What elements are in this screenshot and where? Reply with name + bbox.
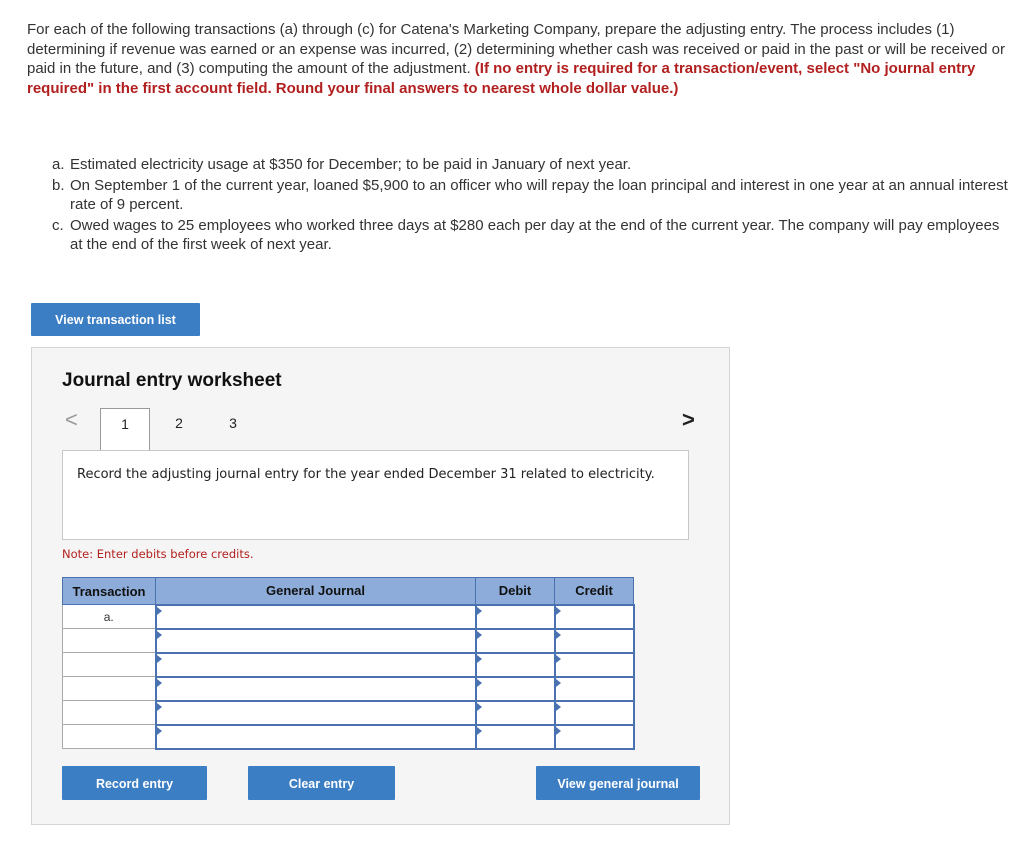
view-transaction-list-button[interactable]: View transaction list [31,303,200,336]
account-select[interactable] [156,629,476,653]
transaction-cell [63,701,156,725]
instructions-paragraph [27,20,1007,98]
transaction-cell [63,653,156,677]
transaction-cell [63,677,156,701]
table-row [63,629,634,653]
table-row [63,725,634,749]
account-select[interactable] [156,605,476,629]
table-row [63,605,634,629]
debit-input[interactable] [476,629,555,653]
account-select[interactable] [156,701,476,725]
instructions-text: For each of the following transactions (a) through (c) for Catena's Marketing Company, prepare the adjusting entry. The process includes (1) determining if revenue was earned or an expense was incurred, (2) determining whether cash was received or paid in the past or will be received or paid in the future, and (3) computing the amount of the adjustment. [27,21,1006,77]
transaction-label: b. [52,176,65,194]
credit-input[interactable] [555,605,634,629]
transaction-cell [63,725,156,749]
header-debit: Debit [476,578,555,605]
transaction-cell [63,629,156,653]
transaction-text: On September 1 of the current year, loaned $5,900 to an officer who will repay the loan principal and interest in one year at an annual interest rate of 9 percent. [70,176,1008,213]
debit-input[interactable] [476,725,555,749]
account-select[interactable] [156,677,476,701]
debit-input[interactable] [476,653,555,677]
account-select[interactable] [156,725,476,749]
transaction-label: a. [52,156,65,173]
header-general-journal: General Journal [156,578,476,605]
tab-3[interactable]: 3 [229,415,237,431]
table-header-row [63,578,634,605]
transaction-cell: a. [63,605,156,629]
transaction-item-c [52,216,1012,255]
instruction-box: Record the adjusting journal entry for the year ended December 31 related to electricity. [62,450,689,540]
header-transaction: Transaction [63,578,156,605]
chevron-left-icon[interactable]: < [65,407,78,432]
note-text: Note: Enter debits before credits. [62,547,254,561]
journal-table [62,577,635,750]
tab-2[interactable]: 2 [175,415,183,431]
record-entry-button[interactable]: Record entry [62,766,207,800]
instructions-warning: (If no entry is required for a transaction/event, select "No journal entry required" in the first account field. Round your final answers to nearest whole dollar value.) [27,60,976,97]
transaction-label: c. [52,216,64,234]
table-row [63,701,634,725]
debit-input[interactable] [476,677,555,701]
transaction-text: Estimated electricity usage at $350 for December; to be paid in January of next year. [70,156,632,173]
transaction-item-b [52,176,1012,215]
chevron-right-icon[interactable]: > [682,407,695,432]
table-row [63,677,634,701]
credit-input[interactable] [555,725,634,749]
debit-input[interactable] [476,605,555,629]
tab-1[interactable]: 1 [100,408,150,451]
debit-input[interactable] [476,701,555,725]
credit-input[interactable] [555,653,634,677]
credit-input[interactable] [555,701,634,725]
journal-entry-worksheet [31,347,730,825]
worksheet-title: Journal entry worksheet [62,370,282,391]
clear-entry-button[interactable]: Clear entry [248,766,395,800]
account-select[interactable] [156,653,476,677]
table-row [63,653,634,677]
transaction-item-a [52,155,1012,175]
credit-input[interactable] [555,677,634,701]
transaction-list [52,155,1012,256]
credit-input[interactable] [555,629,634,653]
transaction-text: Owed wages to 25 employees who worked three days at $280 each per day at the end of the current year. The company will pay employees at the end of the first week of next year. [70,216,1000,253]
header-credit: Credit [555,578,634,605]
view-general-journal-button[interactable]: View general journal [536,766,700,800]
